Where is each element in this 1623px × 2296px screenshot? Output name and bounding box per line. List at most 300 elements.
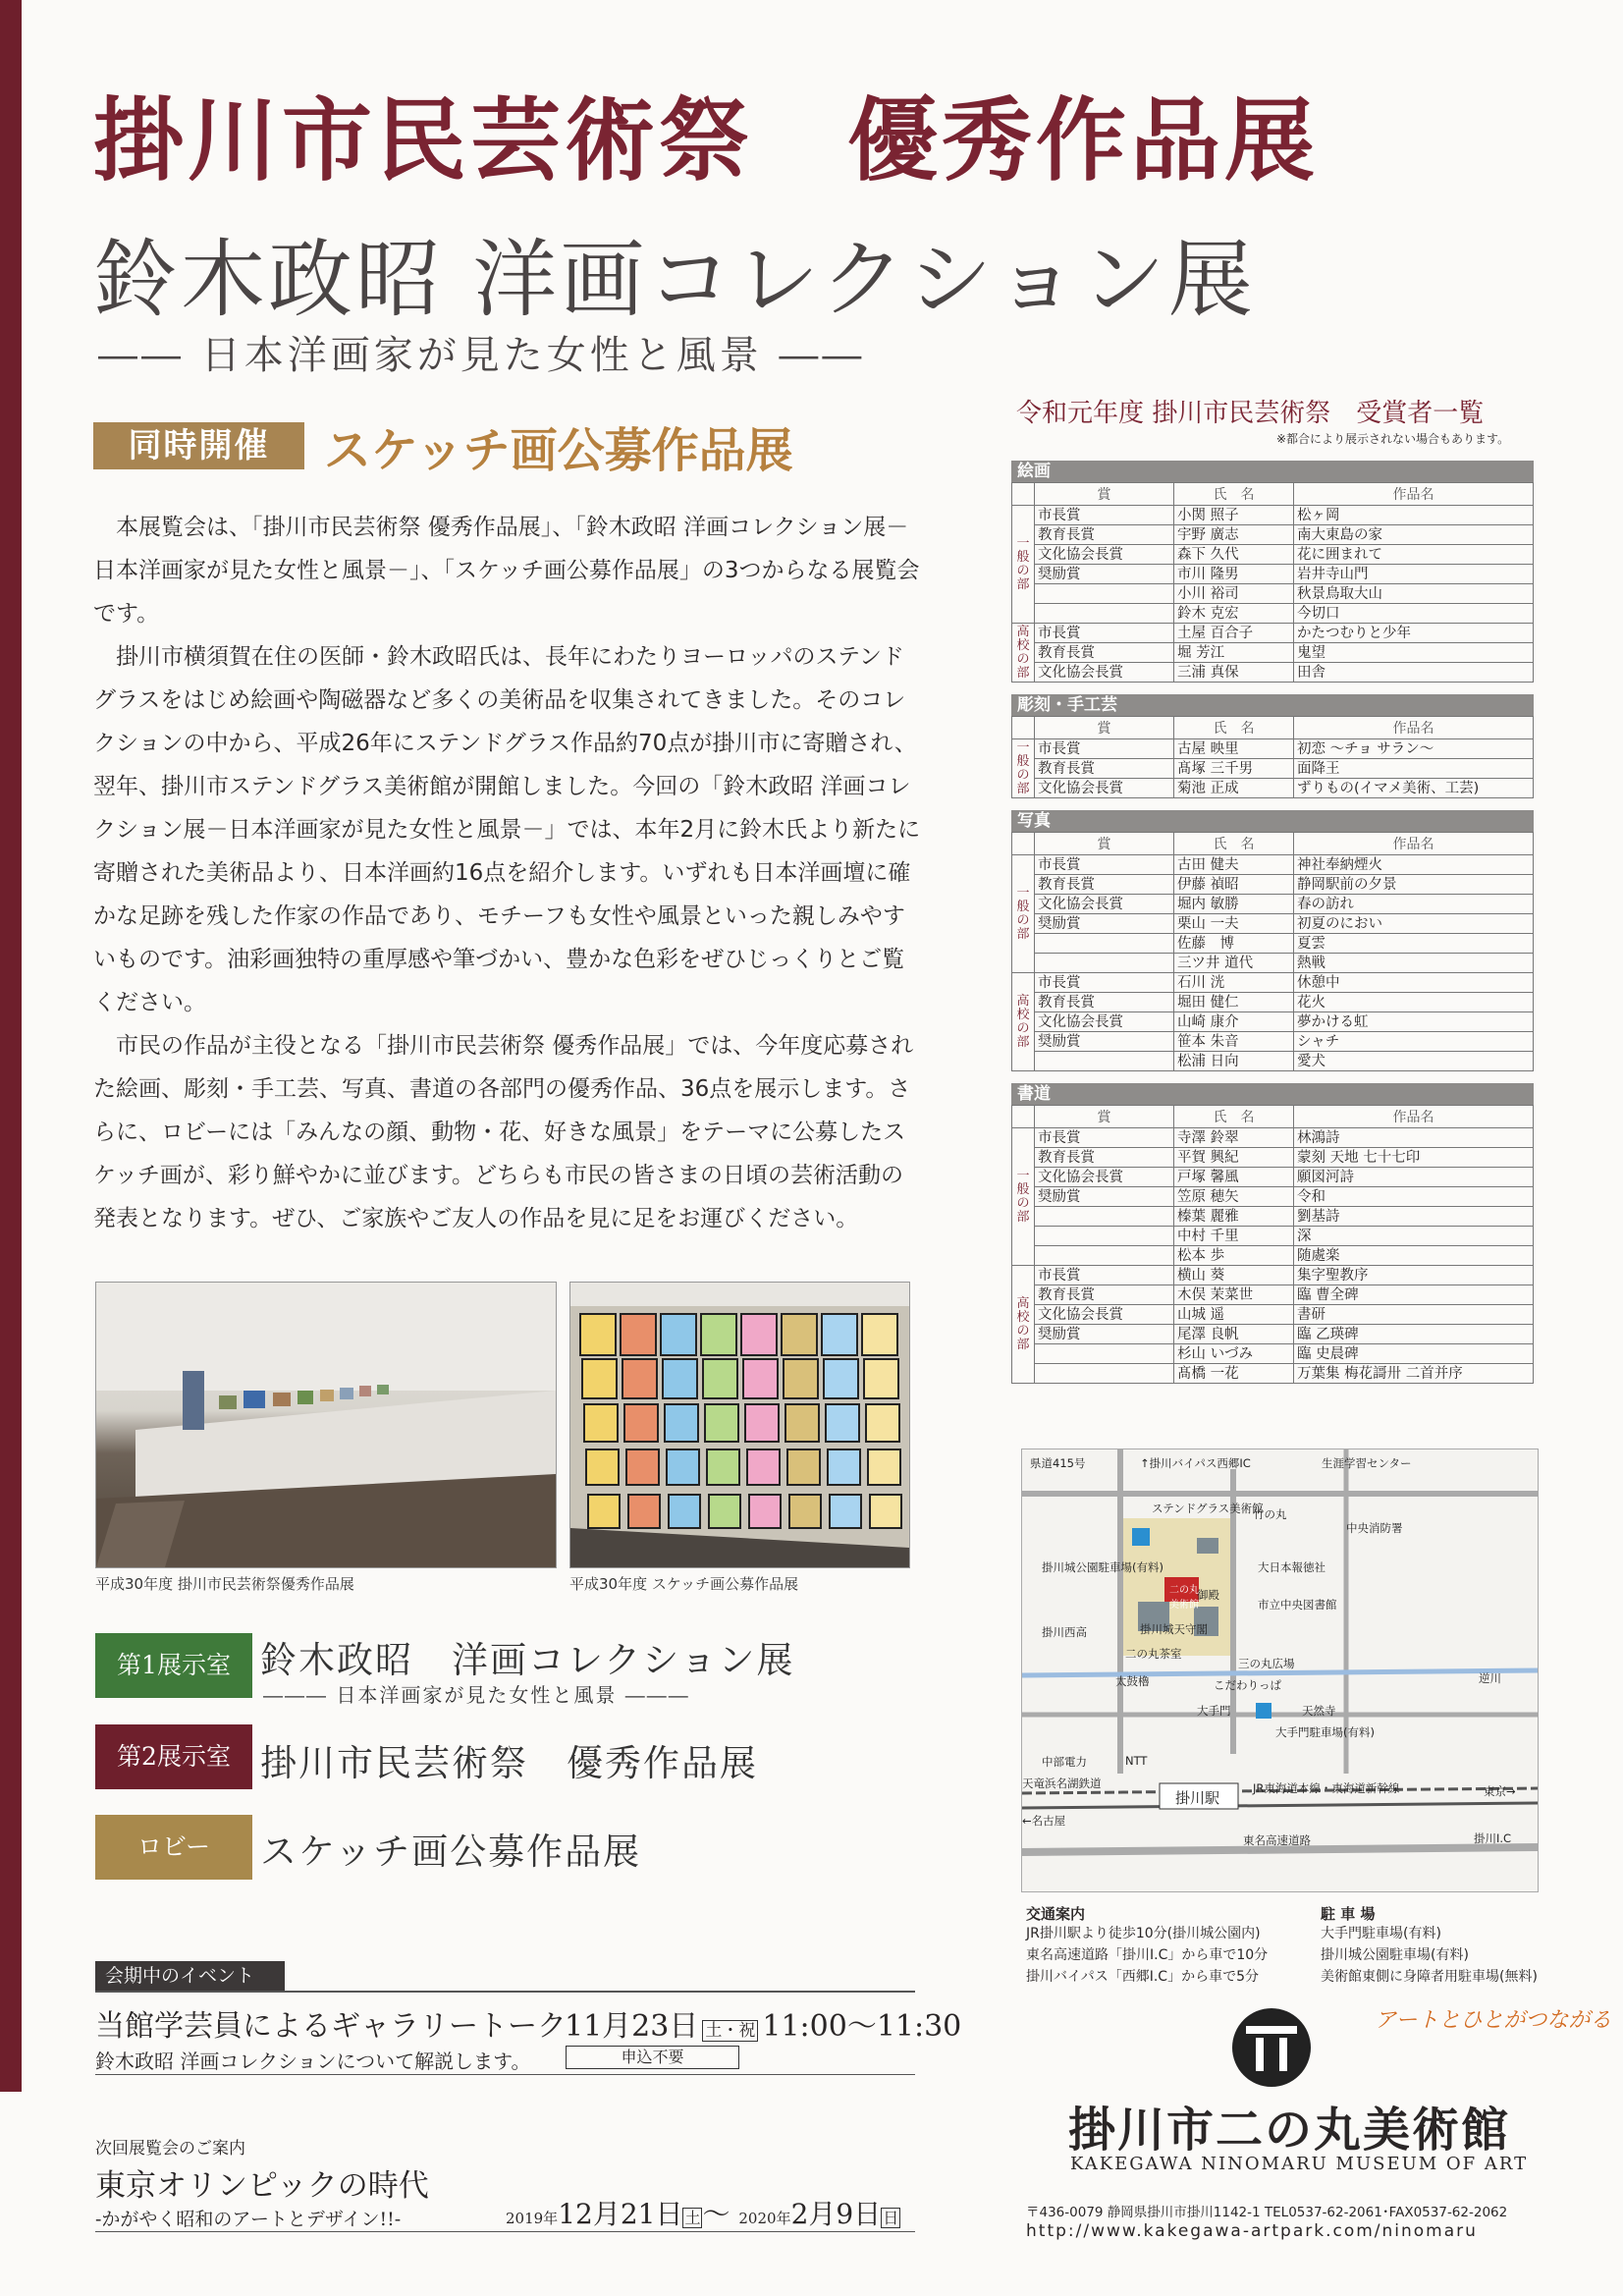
award-name: 山崎 康介 bbox=[1174, 1012, 1294, 1032]
award-work: 集字聖教序 bbox=[1294, 1266, 1534, 1285]
map-label-park_lot: 掛川城公園駐車場(有料) bbox=[1042, 1560, 1163, 1574]
award-work: 静岡駅前の夕景 bbox=[1294, 875, 1534, 895]
transport-item: 掛川バイパス「西郷I.C」から車で5分 bbox=[1026, 1969, 1259, 1985]
sketch-drawing bbox=[707, 1449, 739, 1485]
map-label-jr: JR東海道本線・東海道新幹線 bbox=[1253, 1781, 1400, 1795]
map-label-dainihon: 大日本報徳社 bbox=[1258, 1560, 1325, 1574]
award-prize: 奨励賞 bbox=[1035, 1032, 1174, 1052]
sketch-drawing bbox=[622, 1359, 657, 1398]
simultaneous-badge: 同時開催 bbox=[93, 422, 304, 469]
intro-text bbox=[93, 506, 923, 1240]
award-row bbox=[1012, 993, 1534, 1012]
events-heading: 会期中のイベント bbox=[95, 1961, 285, 1991]
award-name: 尾澤 良帆 bbox=[1174, 1325, 1294, 1344]
map-label-bypass: ↑掛川バイパス西郷IC bbox=[1140, 1456, 1251, 1470]
award-prize: 教育長賞 bbox=[1035, 1285, 1174, 1305]
award-prize bbox=[1035, 1207, 1174, 1227]
award-row bbox=[1012, 643, 1534, 663]
column-header: 賞 bbox=[1035, 1106, 1174, 1128]
award-work: 熱戦 bbox=[1294, 954, 1534, 973]
sketch-drawing bbox=[830, 1495, 861, 1528]
award-prize: 市長賞 bbox=[1035, 506, 1174, 525]
award-category-heading: 絵画 bbox=[1011, 461, 1534, 482]
award-work: 林鴻詩 bbox=[1294, 1128, 1534, 1148]
next-exhibition-dates bbox=[506, 2193, 900, 2232]
award-work: 岩井寺山門 bbox=[1294, 565, 1534, 584]
award-prize: 教育長賞 bbox=[1035, 993, 1174, 1012]
award-table bbox=[1011, 1105, 1534, 1384]
award-work: 花火 bbox=[1294, 993, 1534, 1012]
award-name: 杉山 いづみ bbox=[1174, 1344, 1294, 1364]
sketch-drawing bbox=[661, 1314, 696, 1355]
award-work: 万葉集 梅花謌卅 二首并序 bbox=[1294, 1364, 1534, 1384]
award-name: 堀田 健仁 bbox=[1174, 993, 1294, 1012]
award-row bbox=[1012, 1012, 1534, 1032]
award-table-header bbox=[1012, 1106, 1534, 1128]
award-work: 神社奉納煙火 bbox=[1294, 855, 1534, 875]
sketch-drawing bbox=[626, 1449, 659, 1485]
gallery-talk-description: 鈴木政昭 洋画コレクションについて解説します。 bbox=[95, 2050, 531, 2073]
column-header: 賞 bbox=[1035, 717, 1174, 739]
award-row bbox=[1012, 624, 1534, 643]
sketch-drawing bbox=[588, 1495, 620, 1528]
sketch-drawing bbox=[866, 1404, 899, 1442]
sketch-drawing bbox=[828, 1449, 860, 1485]
award-row bbox=[1012, 875, 1534, 895]
sketch-wall-illustration bbox=[570, 1283, 909, 1567]
award-name: 松本 歩 bbox=[1174, 1246, 1294, 1266]
award-name: 榛葉 麗雅 bbox=[1174, 1207, 1294, 1227]
sketch-photo bbox=[569, 1282, 910, 1568]
division-label: 一般の部 bbox=[1012, 739, 1035, 798]
transport-item: 東名高速道路「掛川I.C」から車で10分 bbox=[1026, 1947, 1269, 1963]
award-work: 蒙刻 天地 七十七印 bbox=[1294, 1148, 1534, 1168]
sketch-drawing bbox=[749, 1495, 781, 1528]
sketch-drawing bbox=[826, 1404, 859, 1442]
award-row bbox=[1012, 855, 1534, 875]
award-work: 書研 bbox=[1294, 1305, 1534, 1325]
sketch-drawing bbox=[580, 1314, 616, 1355]
award-prize: 教育長賞 bbox=[1035, 875, 1174, 895]
map-label-library: 市立中央図書館 bbox=[1258, 1598, 1337, 1612]
sketch-exhibition-title: スケッチ画公募作品展 bbox=[324, 423, 793, 478]
award-name: 鈴木 克宏 bbox=[1174, 604, 1294, 624]
no-reservation-note: 申込不要 bbox=[566, 2046, 739, 2069]
division-header bbox=[1012, 483, 1035, 506]
exhibition-photo bbox=[95, 1282, 557, 1568]
award-name: 堀内 敏勝 bbox=[1174, 895, 1294, 914]
column-header: 作品名 bbox=[1294, 1106, 1534, 1128]
award-prize bbox=[1035, 584, 1174, 604]
award-work: 面降王 bbox=[1294, 759, 1534, 779]
award-row bbox=[1012, 1168, 1534, 1187]
column-header: 作品名 bbox=[1294, 833, 1534, 855]
award-name: 佐藤 博 bbox=[1174, 934, 1294, 954]
divider bbox=[95, 1991, 915, 1993]
map-label-station: 掛川駅 bbox=[1175, 1789, 1220, 1807]
award-prize: 奨励賞 bbox=[1035, 1325, 1174, 1344]
award-name: 木俣 茉菜世 bbox=[1174, 1285, 1294, 1305]
award-row bbox=[1012, 1148, 1534, 1168]
museum-url[interactable]: http://www.kakegawa-artpark.com/ninomaru bbox=[1026, 2221, 1478, 2241]
award-row bbox=[1012, 565, 1534, 584]
award-row bbox=[1012, 1266, 1534, 1285]
column-header: 作品名 bbox=[1294, 717, 1534, 739]
museum-address: 〒436-0079 静岡県掛川市掛川1142-1 TEL0537-62-2061･FAX0537-62-2062 bbox=[1026, 2205, 1508, 2220]
map-label-chubu: 中部電力 bbox=[1042, 1755, 1087, 1769]
award-name: 堀 芳江 bbox=[1174, 643, 1294, 663]
award-work: 令和 bbox=[1294, 1187, 1534, 1207]
map-label-tenryu: 天竜浜名湖鉄道 bbox=[1022, 1777, 1102, 1790]
award-prize: 文化協会長賞 bbox=[1035, 895, 1174, 914]
award-row bbox=[1012, 1344, 1534, 1364]
award-prize: 奨励賞 bbox=[1035, 914, 1174, 934]
award-category-heading: 彫刻・手工芸 bbox=[1011, 694, 1534, 716]
lobby-badge: ロビー bbox=[95, 1815, 252, 1880]
transport-list bbox=[1026, 1923, 1268, 1988]
main-title: 掛川市民芸術祭 優秀作品展 bbox=[93, 87, 1320, 193]
sketch-drawing bbox=[709, 1495, 740, 1528]
gallery-talk-title: 当館学芸員によるギャラリートーク bbox=[95, 2009, 567, 2044]
transport-title: 交通案内 bbox=[1026, 1905, 1086, 1923]
map-label-tenshu: 掛川城天守閣 bbox=[1140, 1622, 1208, 1636]
column-header: 氏 名 bbox=[1174, 833, 1294, 855]
talk-time: 11:00〜11:30 bbox=[762, 2009, 962, 2044]
divider bbox=[95, 2231, 915, 2232]
award-prize bbox=[1035, 1227, 1174, 1246]
award-row bbox=[1012, 545, 1534, 565]
award-row bbox=[1012, 1325, 1534, 1344]
talk-date: 11月23日 bbox=[565, 2009, 699, 2044]
award-prize bbox=[1035, 934, 1174, 954]
parking-item: 大手門駐車場(有料) bbox=[1321, 1926, 1441, 1941]
division-header bbox=[1012, 833, 1035, 855]
museum-name-en: KAKEGAWA NINOMARU MUSEUM OF ART bbox=[1070, 2154, 1529, 2174]
award-work: 秋景鳥取大山 bbox=[1294, 584, 1534, 604]
award-row bbox=[1012, 1305, 1534, 1325]
award-prize: 奨励賞 bbox=[1035, 1187, 1174, 1207]
sketch-drawing bbox=[584, 1404, 618, 1442]
column-header: 氏 名 bbox=[1174, 483, 1294, 506]
award-work: 臨 曹全碑 bbox=[1294, 1285, 1534, 1305]
award-row bbox=[1012, 506, 1534, 525]
award-table-header bbox=[1012, 717, 1534, 739]
column-header: 作品名 bbox=[1294, 483, 1534, 506]
award-row bbox=[1012, 1227, 1534, 1246]
award-row bbox=[1012, 604, 1534, 624]
sketch-drawing bbox=[741, 1314, 777, 1355]
divider bbox=[95, 2074, 915, 2075]
map-label-river: 逆川 bbox=[1479, 1671, 1501, 1685]
map-label-hiroba: 三の丸広場 bbox=[1238, 1657, 1295, 1670]
award-work: かたつむりと少年 bbox=[1294, 624, 1534, 643]
map-label-tomei: 東名高速道路 bbox=[1243, 1833, 1311, 1847]
award-prize bbox=[1035, 1052, 1174, 1071]
award-row bbox=[1012, 973, 1534, 993]
award-name: 笠原 穂矢 bbox=[1174, 1187, 1294, 1207]
award-name: 松浦 日向 bbox=[1174, 1052, 1294, 1071]
award-work: 初夏のにおい bbox=[1294, 914, 1534, 934]
room2-title: 掛川市民芸術祭 優秀作品展 bbox=[260, 1742, 758, 1784]
award-prize: 文化協会長賞 bbox=[1035, 779, 1174, 798]
award-work: 愛犬 bbox=[1294, 1052, 1534, 1071]
award-name: 小川 裕司 bbox=[1174, 584, 1294, 604]
award-row bbox=[1012, 739, 1534, 759]
award-table bbox=[1011, 716, 1534, 798]
lobby-title: スケッチ画公募作品展 bbox=[260, 1831, 642, 1873]
award-row bbox=[1012, 954, 1534, 973]
map-label-goten: 御殿 bbox=[1197, 1588, 1219, 1602]
sketch-drawing bbox=[628, 1495, 660, 1528]
award-work: 臨 史晨碑 bbox=[1294, 1344, 1534, 1364]
date-to-day: 日 bbox=[883, 2209, 899, 2227]
award-work: 夢かける虹 bbox=[1294, 1012, 1534, 1032]
sketch-drawing bbox=[705, 1404, 738, 1442]
award-prize: 市長賞 bbox=[1035, 855, 1174, 875]
award-row bbox=[1012, 1364, 1534, 1384]
award-work: 松ヶ岡 bbox=[1294, 506, 1534, 525]
column-header: 氏 名 bbox=[1174, 1106, 1294, 1128]
left-accent-bar bbox=[0, 0, 22, 2092]
award-name: 土屋 百合子 bbox=[1174, 624, 1294, 643]
award-prize: 市長賞 bbox=[1035, 973, 1174, 993]
sketch-drawing bbox=[667, 1449, 699, 1485]
award-row bbox=[1012, 1207, 1534, 1227]
award-prize: 教育長賞 bbox=[1035, 525, 1174, 545]
sketch-drawing bbox=[787, 1449, 820, 1485]
sketch-drawing bbox=[745, 1404, 779, 1442]
access-map bbox=[1021, 1449, 1539, 1892]
date-to-year: 2020年 bbox=[738, 2210, 791, 2227]
museum-name: 掛川市二の丸美術館 bbox=[1068, 2103, 1511, 2158]
column-header: 賞 bbox=[1035, 483, 1174, 506]
sketch-drawing bbox=[822, 1314, 857, 1355]
award-table bbox=[1011, 832, 1534, 1071]
photo-caption: 平成30年度 掛川市民芸術祭優秀作品展 bbox=[95, 1575, 354, 1593]
award-prize: 文化協会長賞 bbox=[1035, 1305, 1174, 1325]
sketch-drawing bbox=[703, 1359, 737, 1398]
division-label: 一般の部 bbox=[1012, 1128, 1035, 1266]
date-to: 2月9日 bbox=[790, 2198, 882, 2230]
sketch-drawing bbox=[782, 1314, 817, 1355]
award-name: 寺澤 鈴翠 bbox=[1174, 1128, 1294, 1148]
sketch-drawing bbox=[701, 1314, 736, 1355]
award-table-header bbox=[1012, 483, 1534, 506]
division-label: 高校の部 bbox=[1012, 1266, 1035, 1384]
sketch-drawing bbox=[669, 1495, 700, 1528]
sketch-drawing bbox=[784, 1359, 818, 1398]
parking-title: 駐 車 場 bbox=[1321, 1905, 1376, 1923]
map-label-otemon_park: 大手門駐車場(有料) bbox=[1275, 1725, 1375, 1739]
map-label-taiko: 太鼓櫓 bbox=[1115, 1674, 1150, 1688]
sketch-drawing bbox=[862, 1314, 897, 1355]
award-name: 栗山 一夫 bbox=[1174, 914, 1294, 934]
gallery-talk-date bbox=[565, 2001, 961, 2045]
awards-note: ※都合により展示されない場合もあります。 bbox=[1276, 432, 1510, 446]
award-name: 森下 久代 bbox=[1174, 545, 1294, 565]
intro-paragraph: 掛川市横須賀在住の医師・鈴木政昭氏は、長年にわたりヨーロッパのステンドグラスをはじめ絵画や陶磁器など多くの美術品を収集されてきました。そのコレクションの中から、平成26年にステンドグラス作品約70点が掛川市に寄贈され、翌年、掛川市ステンドグラス美術館が開館しました。今回の「鈴木政昭 洋画コレクション展－日本洋画家が見た女性と風景－」では、本年2月に鈴木氏より新たに寄贈された美術品より、日本洋画約16点を紹介します。いずれも日本洋画壇に確かな足跡を残した作家の作品であり、モチーフも女性や風景といった親しみやすいものです。油彩画独特の重厚感や筆づかい、豊かな色彩をぜひじっくりとご覧ください。 bbox=[93, 644, 921, 1015]
award-prize: 教育長賞 bbox=[1035, 643, 1174, 663]
tagline-logo: アートとひとがつながる bbox=[1375, 2008, 1612, 2033]
division-label: 一般の部 bbox=[1012, 855, 1035, 973]
sketch-drawing bbox=[870, 1495, 901, 1528]
next-exhibition-subtitle: ‐かがやく昭和のアートとデザイン!!‐ bbox=[95, 2209, 402, 2230]
sketch-drawing bbox=[785, 1404, 819, 1442]
collection-subtitle: ―― 日本洋画家が見た女性と風景 ―― bbox=[98, 333, 866, 378]
award-work: 田舎 bbox=[1294, 663, 1534, 683]
award-row bbox=[1012, 525, 1534, 545]
award-name: 古田 健夫 bbox=[1174, 855, 1294, 875]
sketch-drawing bbox=[621, 1314, 656, 1355]
date-from-year: 2019年 bbox=[506, 2210, 559, 2227]
award-prize: 市長賞 bbox=[1035, 739, 1174, 759]
sketch-drawing bbox=[624, 1404, 658, 1442]
column-header: 氏 名 bbox=[1174, 717, 1294, 739]
map-label-fire: 中央消防署 bbox=[1346, 1521, 1403, 1535]
award-row bbox=[1012, 1187, 1534, 1207]
award-work: 深 bbox=[1294, 1227, 1534, 1246]
division-label: 一般の部 bbox=[1012, 506, 1035, 624]
map-label-otemon: 大手門 bbox=[1197, 1704, 1231, 1718]
sketch-drawing bbox=[663, 1359, 697, 1398]
award-work: 休憩中 bbox=[1294, 973, 1534, 993]
parking-list bbox=[1321, 1923, 1538, 1988]
division-header bbox=[1012, 717, 1035, 739]
award-work: 夏雲 bbox=[1294, 934, 1534, 954]
award-name: 石川 洸 bbox=[1174, 973, 1294, 993]
award-prize bbox=[1035, 954, 1174, 973]
museum-emblem-icon bbox=[1232, 2008, 1311, 2087]
map-label-stained: ステンドグラス美術館 bbox=[1152, 1502, 1264, 1515]
map-label-takenomaru: 竹の丸 bbox=[1253, 1507, 1287, 1521]
room2-badge: 第2展示室 bbox=[95, 1724, 252, 1789]
sketch-drawing bbox=[868, 1449, 900, 1485]
sketch-drawing bbox=[665, 1404, 698, 1442]
award-prize: 市長賞 bbox=[1035, 1266, 1174, 1285]
photo-caption: 平成30年度 スケッチ画公募作品展 bbox=[569, 1575, 799, 1593]
room1-subtitle: ――― 日本洋画家が見た女性と風景 ――― bbox=[263, 1683, 690, 1707]
transport-item: JR掛川駅より徒歩10分(掛川城公園内) bbox=[1026, 1926, 1261, 1941]
awards-list bbox=[1011, 449, 1534, 1384]
division-label: 高校の部 bbox=[1012, 624, 1035, 683]
award-prize bbox=[1035, 604, 1174, 624]
column-header: 賞 bbox=[1035, 833, 1174, 855]
map-label-lifelong: 生涯学習センター bbox=[1322, 1456, 1412, 1470]
room1-title: 鈴木政昭 洋画コレクション展 bbox=[260, 1639, 795, 1681]
award-prize bbox=[1035, 1344, 1174, 1364]
map-label-route415: 県道415号 bbox=[1030, 1456, 1086, 1470]
award-work: 今切口 bbox=[1294, 604, 1534, 624]
award-row bbox=[1012, 934, 1534, 954]
award-name: 宇野 廣志 bbox=[1174, 525, 1294, 545]
award-name: 菊池 正成 bbox=[1174, 779, 1294, 798]
award-prize: 市長賞 bbox=[1035, 1128, 1174, 1148]
map-label-museum: 二の丸美術館 bbox=[1169, 1585, 1199, 1611]
sketch-drawing bbox=[586, 1449, 619, 1485]
award-row bbox=[1012, 1128, 1534, 1148]
award-work: 随處楽 bbox=[1294, 1246, 1534, 1266]
award-row bbox=[1012, 1285, 1534, 1305]
award-work: 願図河詩 bbox=[1294, 1168, 1534, 1187]
award-name: 古屋 映里 bbox=[1174, 739, 1294, 759]
date-from-day: 土 bbox=[684, 2209, 701, 2227]
collection-title: 鈴木政昭 洋画コレクション展 bbox=[93, 231, 1256, 329]
division-header bbox=[1012, 1106, 1035, 1128]
award-work: 劉基詩 bbox=[1294, 1207, 1534, 1227]
award-row bbox=[1012, 779, 1534, 798]
intro-paragraph: 市民の作品が主役となる「掛川市民芸術祭 優秀作品展」では、今年度応募された絵画、彫刻・手工芸、写真、書道の各部門の優秀作品、36点を展示します。さらに、ロビーには「みんなの顔、動物・花、好きな風景」をテーマに公募したスケッチ画が、彩り鮮やかに並びます。どちらも市民の皆さまの日頃の芸術活動の発表となります。ぜひ、ご家族やご友人の作品を見に足をお運びください。 bbox=[93, 1033, 914, 1231]
award-name: 伊藤 禎昭 bbox=[1174, 875, 1294, 895]
award-work: ずりもの(イマメ美術、工芸) bbox=[1294, 779, 1534, 798]
award-work: 南大東島の家 bbox=[1294, 525, 1534, 545]
sketch-drawing bbox=[743, 1359, 778, 1398]
award-name: 戸塚 馨風 bbox=[1174, 1168, 1294, 1187]
award-row bbox=[1012, 1032, 1534, 1052]
award-prize bbox=[1035, 1364, 1174, 1384]
award-table-header bbox=[1012, 833, 1534, 855]
award-prize: 奨励賞 bbox=[1035, 565, 1174, 584]
sketch-drawing bbox=[582, 1359, 617, 1398]
award-row bbox=[1012, 895, 1534, 914]
award-work: 春の訪れ bbox=[1294, 895, 1534, 914]
map-label-ic: 掛川I.C bbox=[1474, 1831, 1512, 1845]
award-row bbox=[1012, 1052, 1534, 1071]
award-row bbox=[1012, 914, 1534, 934]
sketch-drawing bbox=[789, 1495, 821, 1528]
map-label-ntt: NTT bbox=[1125, 1754, 1148, 1768]
award-name: 中村 千里 bbox=[1174, 1227, 1294, 1246]
award-prize bbox=[1035, 1246, 1174, 1266]
map-label-tenneiji: 天然寺 bbox=[1302, 1704, 1336, 1718]
map-label-nishikou: 掛川西高 bbox=[1042, 1625, 1087, 1639]
award-prize: 文化協会長賞 bbox=[1035, 1168, 1174, 1187]
award-row bbox=[1012, 663, 1534, 683]
award-name: 平賀 興紀 bbox=[1174, 1148, 1294, 1168]
map-label-nagoya: ←名古屋 bbox=[1022, 1814, 1066, 1828]
award-category-heading: 書道 bbox=[1011, 1083, 1534, 1105]
next-exhibition-title: 東京オリンピックの時代 bbox=[95, 2168, 429, 2204]
award-category-heading: 写真 bbox=[1011, 810, 1534, 832]
award-row bbox=[1012, 584, 1534, 604]
award-work: 花に囲まれて bbox=[1294, 545, 1534, 565]
talk-day: 土・祝 bbox=[702, 2020, 758, 2042]
parking-item: 掛川城公園駐車場(有料) bbox=[1321, 1947, 1469, 1963]
sketch-drawing bbox=[747, 1449, 780, 1485]
award-name: 横山 葵 bbox=[1174, 1266, 1294, 1285]
division-label: 高校の部 bbox=[1012, 973, 1035, 1071]
award-name: 笹本 朱音 bbox=[1174, 1032, 1294, 1052]
room1-badge: 第1展示室 bbox=[95, 1633, 252, 1698]
award-table bbox=[1011, 482, 1534, 683]
award-name: 髙塚 三千男 bbox=[1174, 759, 1294, 779]
map-label-kodawari: こだわりっぱ bbox=[1214, 1678, 1281, 1692]
award-row bbox=[1012, 1246, 1534, 1266]
award-name: 髙橋 一花 bbox=[1174, 1364, 1294, 1384]
map-label-tokyo: 東京→ bbox=[1484, 1784, 1516, 1798]
award-name: 小関 照子 bbox=[1174, 506, 1294, 525]
award-name: 市川 隆男 bbox=[1174, 565, 1294, 584]
award-name: 山城 遥 bbox=[1174, 1305, 1294, 1325]
award-prize: 市長賞 bbox=[1035, 624, 1174, 643]
award-prize: 文化協会長賞 bbox=[1035, 545, 1174, 565]
award-work: 鬼望 bbox=[1294, 643, 1534, 663]
award-work: シャチ bbox=[1294, 1032, 1534, 1052]
date-from: 12月21日 bbox=[558, 2198, 683, 2230]
award-prize: 教育長賞 bbox=[1035, 759, 1174, 779]
parking-item: 美術館東側に身障者用駐車場(無料) bbox=[1321, 1969, 1538, 1985]
award-work: 初恋 〜チョ サラン〜 bbox=[1294, 739, 1534, 759]
sketch-drawing bbox=[824, 1359, 858, 1398]
